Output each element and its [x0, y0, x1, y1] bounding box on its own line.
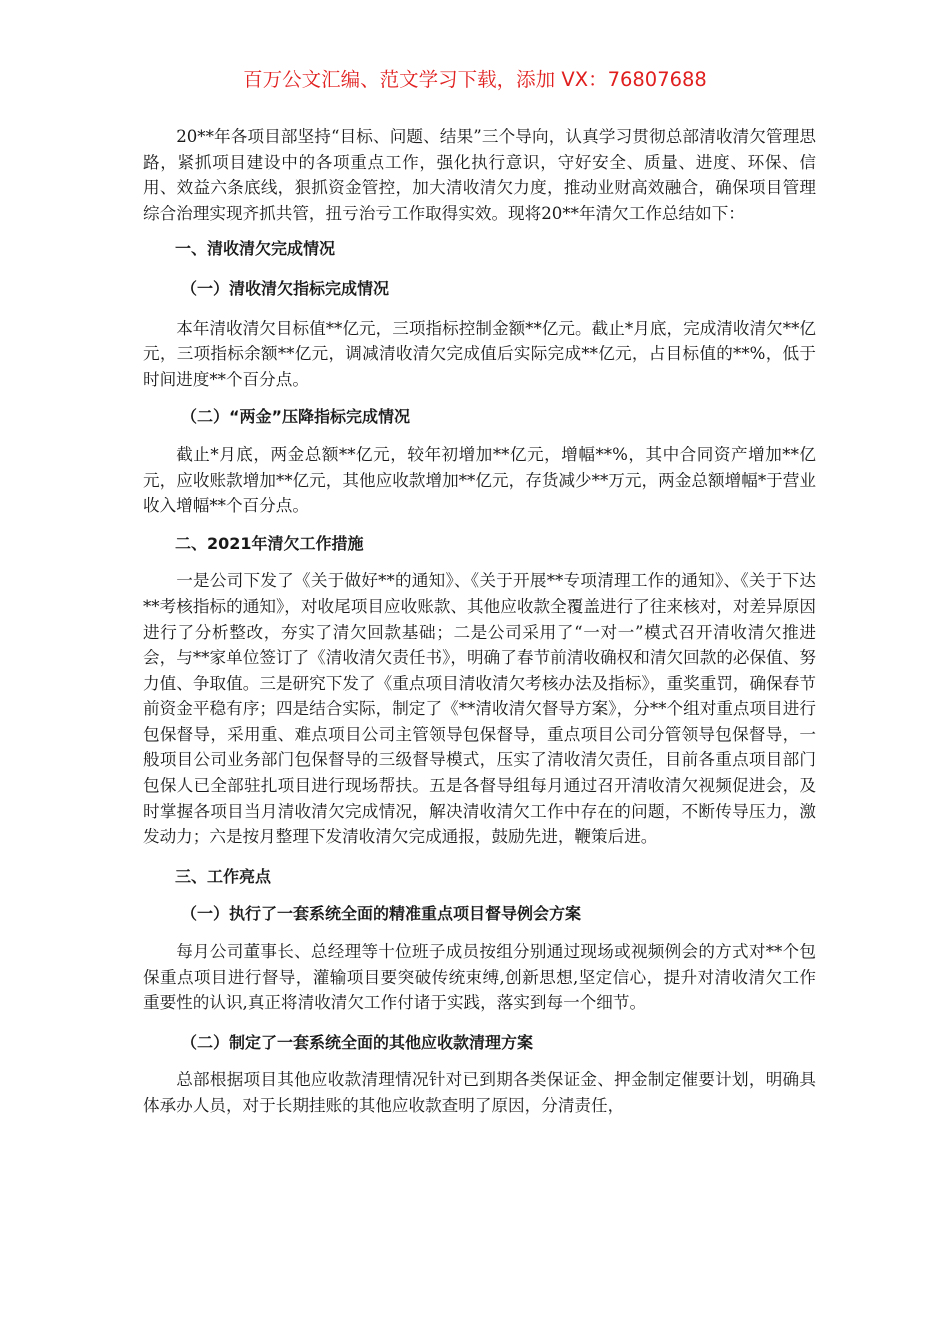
section3-sub2-paragraph: 总部根据项目其他应收款清理情况针对已到期各类保证金、押金制定催要计划，明确具体承办人员，对于长期挂账的其他应收款查明了原因，分清责任， [143, 1070, 816, 1115]
document-body [143, 124, 816, 1119]
intro-paragraph: 20**年各项目部坚持“目标、问题、结果”三个导向，认真学习贯彻总部清收清欠管理思路，紧抓项目建设中的各项重点工作，强化执行意识，守好安全、质量、进度、环保、信用、效益六条底线，狠抓资金管控，加大清收清欠力度，推动业财高效融合，确保项目管理综合治理实现齐抓共管，扭亏治亏工作取得实效。现将20**年清欠工作总结如下： [143, 127, 816, 223]
section1-sub1-paragraph: 本年清收清欠目标值**亿元，三项指标控制金额**亿元。截止*月底，完成清收清欠**亿元，三项指标余额**亿元，调减清收清欠完成值后实际完成**亿元，占目标值的**%，低于时间进度**个百分点。 [143, 318, 816, 389]
section1-heading: 一、清收清欠完成情况 [175, 239, 336, 259]
section1-sub1-heading: （一）清收清欠指标完成情况 [181, 278, 390, 298]
section1-sub2-paragraph: 截止*月底，两金总额**亿元，较年初增加**亿元，增幅**%，其中合同资产增加**亿元，应收账款增加**亿元，其他应收款增加**亿元，存货减少**万元，两金总额增幅*于营业收入增幅**个百分点。 [143, 444, 816, 516]
section2-paragraph: 一是公司下发了《关于做好**的通知》、《关于开展**专项清理工作的通知》、《关于下达**考核指标的通知》，对收尾项目应收账款、其他应收款全覆盖进行了往来核对，对差异原因进行了分析整改，夯实了清欠回款基础；二是公司采用了“一对一”模式召开清收清欠推进会，与**家单位签订了《清收清欠责任书》，明确了春节前清收确权和清欠回款的必保值、努力值、争取值。三是研究下发了《重点项目清收清欠考核办法及指标》，重奖重罚，确保春节前资金平稳有序；四是结合实际，制定了《**清收清欠督导方案》，分**个组对重点项目进行包保督导，采用重、难点项目公司主管领导包保督导，重点项目公司分管领导包保督导，一般项目公司业务部门包保督导的三级督导模式，压实了清收清欠责任，目前各重点项目部门包保人已全部驻扎项目进行现场帮扶。五是各督导组每月通过召开清收清欠视频促进会，及时掌握各项目当月清收清欠完成情况，解决清收清欠工作中存在的问题，不断传导压力，激发动力；六是按月整理下发清收清欠完成通报，鼓励先进，鞭策后进。 [143, 571, 816, 847]
section3-sub1-heading: （一）执行了一套系统全面的精准重点项目督导例会方案 [181, 904, 582, 924]
watermark-banner: 百万公文汇编、范文学习下载，添加 VX：76807688 [243, 68, 707, 91]
section3-sub2-heading: （二）制定了一套系统全面的其他应收款清理方案 [181, 1032, 534, 1052]
section1-sub2-heading: （二）“两金”压降指标完成情况 [181, 407, 411, 427]
section3-heading: 三、工作亮点 [175, 866, 272, 886]
section3-sub1-paragraph: 每月公司董事长、总经理等十位班子成员按组分别通过现场或视频例会的方式对**个包保重点项目进行督导，灌输项目要突破传统束缚,创新思想,坚定信心，提升对清收清欠工作重要性的认识,真正将清收清欠工作付诸于实践，落实到每一个细节。 [143, 942, 816, 1013]
section2-heading: 二、2021年清欠工作措施 [175, 533, 364, 553]
